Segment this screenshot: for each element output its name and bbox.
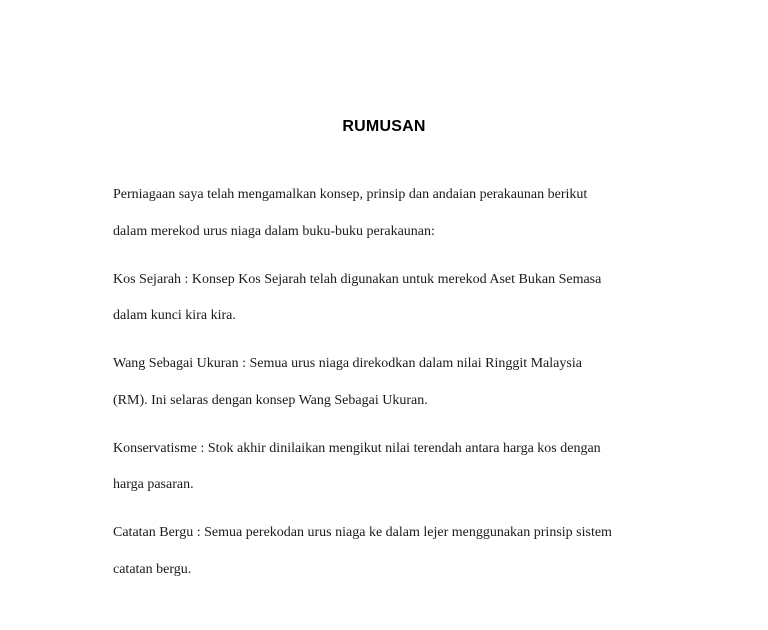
paragraph-line: (RM). Ini selaras dengan konsep Wang Sebagai Ukuran.: [113, 393, 428, 408]
paragraph-line: dalam kunci kira kira.: [113, 308, 236, 323]
paragraph-line: Wang Sebagai Ukuran : Semua urus niaga direkodkan dalam nilai Ringgit Malaysia: [113, 356, 582, 371]
paragraph-line: harga pasaran.: [113, 477, 194, 492]
paragraph-line: Konservatisme : Stok akhir dinilaikan mengikut nilai terendah antara harga kos dengan: [113, 441, 601, 456]
paragraph-line: Perniagaan saya telah mengamalkan konsep, prinsip dan andaian perakaunan berikut: [113, 187, 588, 202]
paragraph-line: Kos Sejarah : Konsep Kos Sejarah telah digunakan untuk merekod Aset Bukan Semasa: [113, 272, 602, 287]
paragraph-line: catatan bergu.: [113, 562, 192, 577]
paragraph-line: Catatan Bergu : Semua perekodan urus niaga ke dalam lejer menggunakan prinsip sistem: [113, 525, 612, 540]
paragraph-line: dalam merekod urus niaga dalam buku-buku perakaunan:: [113, 224, 435, 239]
page-title: RUMUSAN: [342, 118, 426, 135]
